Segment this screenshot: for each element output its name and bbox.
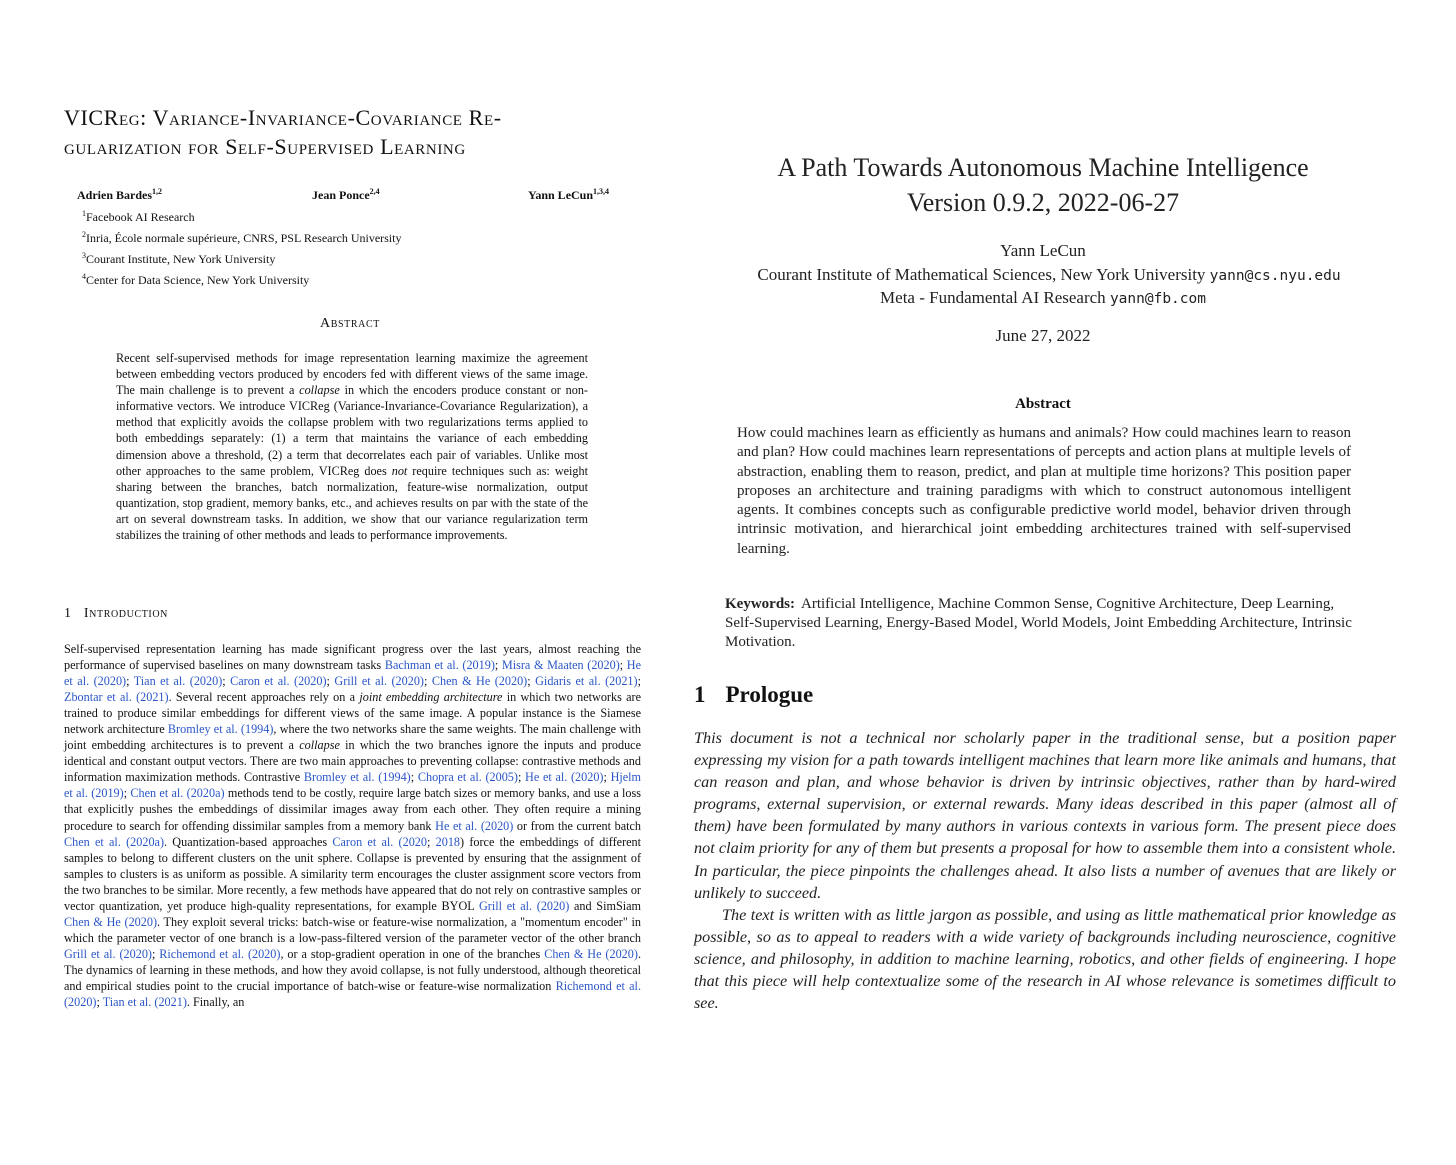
affil-text: Meta - Fundamental AI Research: [880, 288, 1106, 307]
citation-link[interactable]: Gidaris et al. (2021): [535, 674, 638, 689]
lecun-abstract-text: How could machines learn as efficiently as humans and animals? How could machines learn to reason and plan? How could machines learn representations of percepts and action plans at multiple levels of abstraction, enabling them to reason, predict, and plan at multiple time horizons? This position paper proposes an architecture and training paradigms with which to construct autonomous intelligent agents. It combines concepts such as configurable predictive world model, behavior driven through intrinsic motivation, and hierarchical joint embedding architectures trained with self-supervised learning.: [737, 425, 1351, 557]
citation-link[interactable]: Zbontar et al. (2021): [64, 690, 169, 705]
author-name: Jean Ponce: [312, 188, 370, 202]
lecun-author: Yann LeCun: [1000, 241, 1086, 260]
vicreg-section-heading: [64, 606, 168, 622]
text-run: ;: [517, 770, 526, 785]
vicreg-introduction-text: [64, 641, 641, 1010]
citation-link[interactable]: Chen & He (2020): [64, 914, 158, 929]
vicreg-author-3: [528, 187, 609, 203]
vicreg-abstract-text: [116, 350, 588, 543]
citation-link[interactable]: He et al. (2020): [435, 818, 514, 833]
text-run: . The dynamics of learning in these methods, and how they avoid collapse, is not fully understood, although theoretical and empirical studies point to the crucial importance of batch-wise or feature-wise normalization: [64, 946, 641, 993]
lecun-title-line2: Version 0.9.2, 2022-06-27: [906, 188, 1180, 217]
affiliation-line: [82, 247, 401, 268]
lecun-affiliation-1: [684, 265, 1414, 285]
text-run: ;: [123, 786, 131, 801]
section-title: Introduction: [83, 606, 169, 621]
citation-link[interactable]: Chen & He (2020): [544, 946, 638, 961]
affil-text: Facebook AI Research: [86, 210, 195, 224]
emphasis-text: joint embedding architecture: [359, 690, 503, 705]
citation-link[interactable]: Bachman et al. (2019): [384, 658, 495, 673]
section-number: 1: [64, 606, 72, 621]
text-run: . They exploit several tricks: batch-wise or feature-wise normalization, a "momentum encoder" in which the parameter vector of one branch is a low-pass-filtered version of the parameter vector of the other branch: [64, 914, 641, 945]
text-run: ;: [424, 674, 432, 689]
vicreg-author-1: [77, 187, 162, 203]
citation-link[interactable]: Richemond et al. (2020): [159, 946, 281, 961]
section-number: 1: [694, 682, 706, 707]
text-run: Self-supervised representation learning has made significant progress over the last years, almost reaching the performance of supervised baselines on many downstream tasks: [64, 642, 641, 673]
text-run: ;: [494, 658, 502, 673]
citation-link[interactable]: Bromley et al. (1994): [303, 770, 411, 785]
affiliation-line: [82, 205, 401, 226]
lecun-date: June 27, 2022: [995, 326, 1091, 345]
text-run: and SimSiam: [569, 898, 641, 913]
affil-text: Courant Institute of Mathematical Sciences, New York University: [757, 265, 1206, 284]
lecun-title-line1: A Path Towards Autonomous Machine Intelligence: [777, 153, 1309, 182]
lecun-keywords: [725, 595, 1363, 652]
email-link[interactable]: yann@cs.nyu.edu: [1209, 268, 1341, 284]
affil-mark: 2: [82, 230, 86, 239]
citation-link[interactable]: Hjelm et al. (2019): [64, 770, 642, 801]
text-run: ;: [603, 770, 611, 785]
affil-mark: 3: [82, 251, 86, 260]
vicreg-title: [64, 103, 664, 161]
vicreg-author-2: [312, 187, 380, 203]
text-run: , or a stop-gradient operation in one of the branches: [280, 946, 545, 961]
text-run: ;: [222, 674, 231, 689]
keywords-text: Artificial Intelligence, Machine Common Sense, Cognitive Architecture, Deep Learning, Self-Supervised Learning, Energy-Based Model, World Models, Joint Embedding Architecture, Intrinsic Motivation.: [725, 596, 1352, 650]
citation-link[interactable]: Chen et al. (2020a): [64, 834, 165, 849]
citation-link[interactable]: Grill et al. (2020): [334, 674, 424, 689]
emphasis-text: collapse: [299, 383, 340, 398]
text-run: . Quantization-based approaches: [164, 834, 333, 849]
text-run: Recent self-supervised methods for image representation learning maximize the agreement between embedding vectors produced by encoders fed with different views of the same image. The main challenge is to prevent a: [116, 351, 588, 398]
citation-link[interactable]: He et al. (2020): [64, 658, 642, 689]
citation-link[interactable]: He et al. (2020): [525, 770, 604, 785]
citation-link[interactable]: Chen et al. (2020a): [130, 786, 225, 801]
emphasis-text: not: [391, 463, 408, 478]
lecun-affiliation-2: [690, 288, 1396, 308]
vicreg-title-line1: VICReg: Variance-Invariance-Covariance Re-: [64, 105, 502, 130]
emphasis-text: collapse: [299, 738, 340, 753]
affil-mark: 4: [82, 272, 86, 281]
author-name: Adrien Bardes: [77, 188, 152, 202]
keywords-label: Keywords:: [725, 596, 795, 612]
citation-link[interactable]: Caron et al. (2020: [332, 834, 427, 849]
lecun-title: [690, 150, 1396, 220]
text-run: . Several recent approaches rely on a: [168, 690, 360, 705]
text-run: ) force the embeddings of different samples to belong to different clusters on the unit sphere. Collapse is prevented by ensuring that the assignment of samples to clusters is as uniform as possible. A similarity term encourages the cluster assignment score vectors from the two branches to be similar. More recently, a few methods have appeared that do not rely on contrastive samples or vector quantization, yet produce high-quality representations, for example BYOL: [64, 834, 642, 913]
text-run: ;: [126, 674, 134, 689]
affiliation-line: [82, 268, 401, 289]
text-run: ;: [151, 946, 160, 961]
vicreg-abstract-heading: Abstract: [320, 316, 380, 331]
citation-link[interactable]: Richemond et al. (2020): [64, 978, 641, 1010]
vicreg-title-line2: gularization for Self-Supervised Learning: [64, 134, 466, 159]
affil-text: Inria, École normale supérieure, CNRS, PSL Research University: [86, 231, 402, 245]
citation-link[interactable]: Grill et al. (2020): [64, 946, 152, 961]
text-run: in which two networks are trained to produce similar embeddings for different views of the same image. A popular instance is the Siamese network architecture: [64, 690, 642, 737]
citation-link[interactable]: Grill et al. (2020): [478, 898, 570, 913]
author-affil-marks: 1,3,4: [593, 187, 610, 196]
author-affil-marks: 2,4: [369, 187, 380, 196]
text-run: . Finally, an: [186, 995, 245, 1010]
prologue-paragraph-2: The text is written with as little jargon as possible, and using as little mathematical prior knowledge as possible, so as to appeal to readers with a wide variety of backgrounds including neuroscience, cognitive science, and philosophy, in addition to machine learning, robotics, and other fields of engineering. I hope that this piece will help contextualize some of the research in AI whose relevance is sometimes difficult to see.: [694, 905, 1396, 1013]
citation-link[interactable]: Misra & Maaten (2020): [501, 658, 620, 673]
text-run: ;: [427, 834, 436, 849]
citation-link[interactable]: Tian et al. (2021): [102, 995, 187, 1010]
citation-link[interactable]: Tian et al. (2020): [133, 674, 223, 689]
author-name: Yann LeCun: [528, 188, 594, 202]
affil-text: Courant Institute, New York University: [86, 252, 276, 266]
email-link[interactable]: yann@fb.com: [1109, 291, 1206, 307]
text-run: ;: [326, 674, 335, 689]
text-run: , where the two networks share the same weights. The main challenge with joint embedding architectures is to prevent a: [64, 722, 641, 753]
citation-link[interactable]: Caron et al. (2020): [230, 674, 327, 689]
text-run: methods tend to be costly, require large batch sizes or memory banks, and use a loss that explicitly pushes the embeddings of dissimilar images away from each other. They often require a mining procedure to search for offending dissimilar samples from a memory bank: [64, 786, 642, 833]
text-run: in which the encoders produce constant or non-informative vectors. We introduce VICReg (Variance-Invariance-Covariance Regularization), a method that explicitly avoids the collapse problem with two regularizations terms applied to both embeddings separately: (1) a term that maintains the variance of each embedding dimension above a threshold, (2) a term that decorrelates each pair of variables. Unlike most other approaches to the same problem, VICReg does: [116, 383, 588, 478]
citation-link[interactable]: Chopra et al. (2005): [417, 770, 518, 785]
vicreg-affiliations: [82, 205, 401, 289]
text-run: ;: [96, 995, 103, 1010]
affil-text: Center for Data Science, New York University: [86, 273, 310, 287]
vicreg-paper-page: [0, 0, 700, 1165]
citation-link[interactable]: 2018: [435, 834, 461, 849]
text-run: in which the two branches ignore the inputs and produce identical and constant output vectors. There are two main approaches to preventing collapse: contrastive methods and information maximization methods. Contrastive: [64, 738, 641, 785]
text-run: ;: [619, 658, 627, 673]
text-run: ;: [527, 674, 536, 689]
lecun-section-heading: [694, 682, 813, 708]
text-run: or from the current batch: [513, 818, 641, 833]
text-run: require techniques such as: weight sharing between the branches, batch normalization, feature-wise normalization, output quantization, stop gradient, memory banks, etc., and achieves results on par with the state of the art on several downstream tasks. In addition, we show that our variance regularization term stabilizes the training of other methods and leads to performance improvements.: [116, 463, 588, 543]
text-run: ;: [637, 674, 641, 689]
lecun-abstract-heading: Abstract: [1015, 396, 1071, 412]
affil-mark: 1: [82, 209, 86, 218]
prologue-paragraph-1: This document is not a technical nor scholarly paper in the traditional sense, but a position paper expressing my vision for a path towards intelligent machines that learn more like animals and humans, that can reason and plan, and whose behavior is driven by intrinsic objectives, rather than by hard-wired programs, external supervision, or external rewards. Many ideas described in this paper (almost all of them) have been formulated by many authors in various contexts in various form. The present piece does not claim priority for any of them but presents a proposal for how to assemble them into a consistent whole. In particular, the piece pinpoints the challenges ahead. It also lists a number of avenues that are likely or unlikely to succeed.: [694, 729, 1396, 902]
section-title: Prologue: [725, 682, 814, 707]
lecun-paper-page: [690, 0, 1456, 1165]
text-run: ;: [410, 770, 418, 785]
lecun-prologue-text: [694, 727, 1396, 1014]
author-affil-marks: 1,2: [152, 187, 162, 196]
citation-link[interactable]: Chen & He (2020): [431, 674, 528, 689]
citation-link[interactable]: Bromley et al. (1994): [167, 722, 274, 737]
affiliation-line: [82, 226, 401, 247]
